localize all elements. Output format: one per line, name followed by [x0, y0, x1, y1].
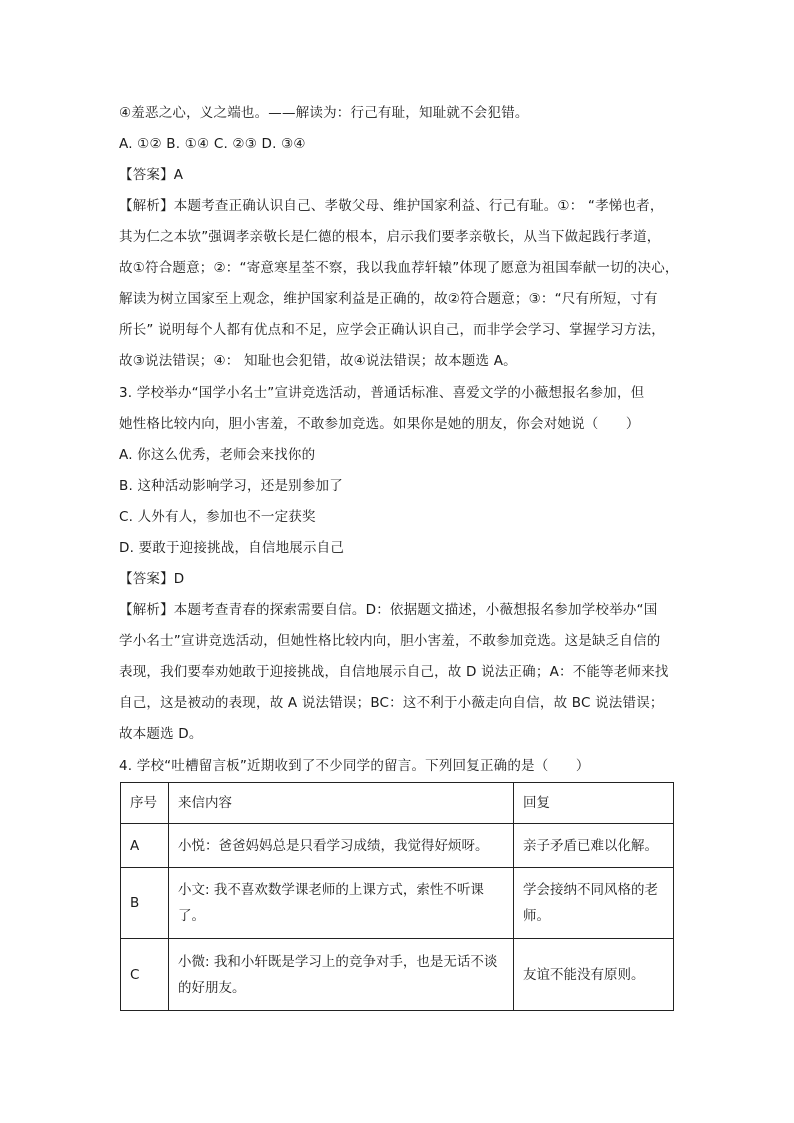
analysis-line: 表现，我们要奉劝她敢于迎接挑战，自信地展示自己，故 D 说法正确；A：不能等老师来找: [119, 664, 669, 680]
option-d: D. 要敢于迎接挑战，自信地展示自己: [119, 540, 345, 556]
table-cell: 小文: 我不喜欢数学课老师的上课方式，索性不听课了。: [169, 868, 514, 939]
question-3-stem: 3. 学校举办“国学小名士”宣讲竞选活动，普通话标准、喜爱文学的小薇想报名参加，但: [119, 385, 645, 401]
table-cell: A: [121, 824, 169, 868]
analysis-line: 自己，这是被动的表现，故 A 说法错误；BC：这不利于小薇走向自信，故 BC 说法错误；: [119, 695, 664, 711]
option-c: C. 人外有人，参加也不一定获奖: [119, 509, 316, 525]
table-cell: B: [121, 868, 169, 939]
option-b: B. 这种活动影响学习，还是别参加了: [119, 478, 343, 494]
analysis-line: 【解析】本题考查正确认识自己、孝敬父母、维护国家利益、行己有耻。①： “孝悌也者，: [119, 198, 664, 214]
table-cell: C: [121, 939, 169, 1011]
table-header-row: [121, 783, 674, 824]
analysis-line: 解读为树立国家至上观念，维护国家利益是正确的，故②符合题意；③：“尺有所短，寸有: [119, 291, 658, 307]
message-board-table: [120, 782, 674, 1011]
analysis-line: 所长” 说明每个人都有优点和不足，应学会正确认识自己，而非学会学习、掌握学习方法，: [119, 322, 665, 338]
table-cell: 亲子矛盾已难以化解。: [514, 824, 674, 868]
table-cell: 学会接纳不同风格的老师。: [514, 868, 674, 939]
analysis-line: 学小名士”宣讲竞选活动，但她性格比较内向，胆小害羞，不敢参加竞选。这是缺乏自信的: [119, 633, 661, 649]
analysis-line: 故③说法错误；④： 知耻也会犯错，故④说法错误；故本题选 A。: [119, 353, 517, 369]
analysis-line: 故①符合题意；②：“寄意寒星荃不察，我以我血荐轩辕”体现了愿意为祖国奉献一切的决心，: [119, 260, 679, 276]
table-header-cell: 来信内容: [169, 783, 514, 824]
analysis-line: 【解析】本题考查青春的探索需要自信。D：依据题文描述，小薇想报名参加学校举办“国: [119, 602, 658, 618]
answer-label: 【答案】A: [119, 167, 184, 183]
text-line: ④羞恶之心，义之端也。——解读为：行己有耻，知耻就不会犯错。: [119, 105, 529, 121]
analysis-line: 其为仁之本欤”强调孝亲敬长是仁德的根本，启示我们要孝亲敬长，从当下做起践行孝道，: [119, 229, 661, 245]
table-row: [121, 939, 674, 1011]
table-row: [121, 868, 674, 939]
table-row: [121, 824, 674, 868]
table-cell: 小微: 我和小轩既是学习上的竞争对手，也是无话不谈的好朋友。: [169, 939, 514, 1011]
question-4-stem: 4. 学校“吐槽留言板”近期收到了不少同学的留言。下列回复正确的是（ ）: [119, 758, 590, 774]
table-header-cell: 序号: [121, 783, 169, 824]
answer-options-line: A. ①② B. ①④ C. ②③ D. ③④: [119, 136, 306, 152]
table-cell: 小悦：爸爸妈妈总是只看学习成绩，我觉得好烦呀。: [169, 824, 514, 868]
table-cell: 友谊不能没有原则。: [514, 939, 674, 1011]
analysis-line: 故本题选 D。: [119, 726, 203, 742]
table-header-cell: 回复: [514, 783, 674, 824]
option-a: A. 你这么优秀，老师会来找你的: [119, 447, 316, 463]
answer-label: 【答案】D: [119, 571, 185, 587]
question-3-stem: 她性格比较内向，胆小害羞，不敢参加竞选。如果你是她的朋友，你会对她说（ ）: [119, 416, 640, 432]
